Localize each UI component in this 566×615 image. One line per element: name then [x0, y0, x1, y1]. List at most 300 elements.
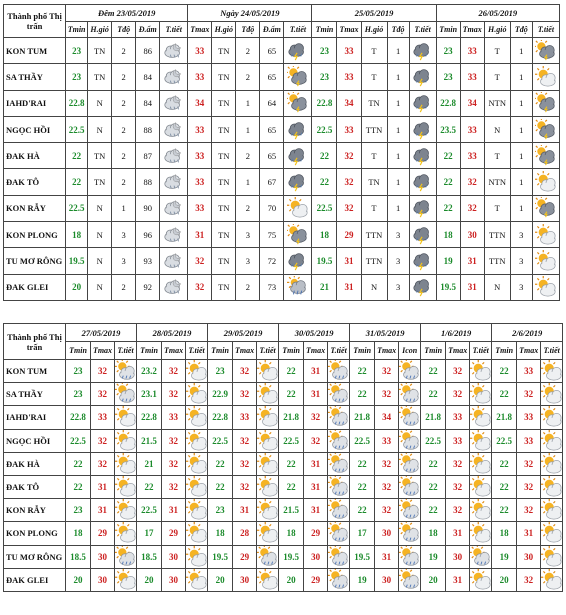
table-row — [4, 116, 560, 142]
table-cell: 31 — [460, 274, 484, 300]
table-cell: 33 — [460, 38, 484, 64]
table-cell: 32 — [233, 452, 257, 475]
weather-sun-cloud-icon — [470, 383, 492, 406]
table-cell: 86 — [136, 38, 160, 64]
column-header: Tmax — [517, 342, 541, 360]
table-cell: 22.5 — [421, 429, 446, 452]
table-cell: 29 — [162, 522, 186, 545]
weather-storm-icon — [284, 143, 312, 169]
date-header: 26/05/2019 — [436, 5, 559, 22]
table-cell: 22 — [421, 360, 446, 383]
table-cell: 19.5 — [279, 545, 304, 568]
table-cell: 22 — [350, 475, 375, 498]
table-cell: 1 — [510, 169, 532, 195]
weather-sun-cloud-icon — [115, 475, 137, 498]
table-cell: NTN — [484, 169, 510, 195]
date-header: 25/05/2019 — [312, 5, 436, 22]
weather-sun-cloud-icon — [115, 568, 137, 591]
weather-sun-cloud-icon — [115, 429, 137, 452]
table-cell: 18 — [492, 522, 517, 545]
table-cell: 3 — [387, 274, 409, 300]
column-header: Tmax — [460, 22, 484, 38]
table-cell: 21.8 — [492, 406, 517, 429]
table-cell: 22.5 — [350, 429, 375, 452]
table-cell: 2 — [112, 143, 136, 169]
table-cell: 22.9 — [208, 383, 233, 406]
table-cell: 32 — [460, 195, 484, 221]
table-cell: TN — [88, 38, 112, 64]
table-cell: 29 — [337, 222, 361, 248]
weather-sun-cloud-icon — [257, 429, 279, 452]
date-header: 27/05/2019 — [66, 324, 137, 342]
table-cell: 3 — [236, 222, 260, 248]
table-cell: 32 — [446, 383, 470, 406]
table-cell: 22.5 — [66, 429, 91, 452]
weather-sun-cloud-icon — [186, 545, 208, 568]
table-cell: 23 — [66, 360, 91, 383]
weather-storm-icon — [409, 274, 436, 300]
weather-night-cloud-icon — [160, 116, 188, 142]
weather-storm-sun-icon — [532, 38, 559, 64]
table-cell: 32 — [517, 568, 541, 591]
weather-cloud-rain-icon — [399, 360, 421, 383]
table-cell: 22 — [436, 195, 460, 221]
table-cell: 93 — [136, 248, 160, 274]
table-cell: 84 — [136, 64, 160, 90]
table-cell: TN — [212, 116, 236, 142]
table-cell: 1 — [510, 195, 532, 221]
weather-storm-icon — [284, 248, 312, 274]
city-name: NGỌC HỒI — [4, 116, 66, 142]
table-cell: 31 — [304, 499, 328, 522]
column-header: T.tiết — [257, 342, 279, 360]
weather-storm-icon — [409, 143, 436, 169]
table-cell: 32 — [375, 475, 399, 498]
table-cell: 32 — [188, 248, 212, 274]
table-cell: 1 — [510, 116, 532, 142]
column-header: Tmin — [66, 342, 91, 360]
table-cell: 19.5 — [312, 248, 337, 274]
table-cell: 18 — [312, 222, 337, 248]
table-cell: 18.5 — [66, 545, 91, 568]
table-cell: 88 — [136, 116, 160, 142]
table-cell: 22.5 — [208, 429, 233, 452]
column-header: T.tiết — [541, 342, 563, 360]
table-cell: 31 — [304, 452, 328, 475]
city-name: ĐAK TÔ — [4, 475, 66, 498]
table-cell: 23.5 — [436, 116, 460, 142]
column-header: Tmin — [279, 342, 304, 360]
table-cell: 22 — [421, 452, 446, 475]
weather-sun-cloud-icon — [257, 475, 279, 498]
weather-sun-cloud-icon — [186, 499, 208, 522]
weather-cloud-rain-icon — [328, 429, 350, 452]
table-cell: 3 — [510, 248, 532, 274]
weather-sun-cloud-icon — [284, 195, 312, 221]
column-header: Tmin — [208, 342, 233, 360]
weather-cloud-rain-icon — [328, 475, 350, 498]
table-cell: 22 — [492, 383, 517, 406]
table-cell: 22 — [436, 169, 460, 195]
table-cell: 2 — [112, 38, 136, 64]
table-cell: 32 — [337, 169, 361, 195]
table-cell: TN — [212, 222, 236, 248]
table-cell: 34 — [460, 90, 484, 116]
table-cell: 30 — [91, 568, 115, 591]
table-cell: 20 — [137, 568, 162, 591]
table-cell: 32 — [446, 499, 470, 522]
weather-night-cloud-icon — [160, 195, 188, 221]
column-header: T.tiết — [284, 22, 312, 38]
table-cell: 70 — [260, 195, 284, 221]
table-cell: TN — [212, 64, 236, 90]
city-name: ĐAK GLEI — [4, 568, 66, 591]
column-header: Tmax — [233, 342, 257, 360]
table-row — [4, 90, 560, 116]
table-cell: 30 — [162, 545, 186, 568]
table-cell: 22.5 — [137, 499, 162, 522]
table-cell: N — [88, 222, 112, 248]
table-cell: 23 — [66, 383, 91, 406]
table-cell: 32 — [446, 360, 470, 383]
table-cell: 22 — [66, 452, 91, 475]
table-cell: 22 — [350, 360, 375, 383]
table-cell: 22.5 — [279, 429, 304, 452]
weather-sun-cloud-icon — [470, 452, 492, 475]
table-cell: 32 — [188, 274, 212, 300]
weather-storm-sun-icon — [284, 90, 312, 116]
table-cell: 23 — [66, 38, 88, 64]
weather-sun-cloud-icon — [257, 406, 279, 429]
city-name: TU MƠ RÔNG — [4, 248, 66, 274]
table-cell: 29 — [233, 545, 257, 568]
column-header: Tđộ — [236, 22, 260, 38]
city-name: IAHD'RAI — [4, 90, 66, 116]
table-cell: 32 — [460, 169, 484, 195]
weather-cloud-rain-icon — [399, 406, 421, 429]
table-cell: N — [88, 274, 112, 300]
table-cell: 30 — [162, 568, 186, 591]
table-cell: 2 — [112, 116, 136, 142]
column-header: Tmin — [492, 342, 517, 360]
table-cell: 2 — [236, 64, 260, 90]
table-cell: 31 — [304, 383, 328, 406]
weather-rain-cloud-icon — [284, 274, 312, 300]
date-header: 29/05/2019 — [208, 324, 279, 342]
weather-sun-cloud-icon — [257, 568, 279, 591]
table-cell: 84 — [136, 90, 160, 116]
table-cell: 29 — [304, 522, 328, 545]
table-cell: 18 — [66, 222, 88, 248]
table-cell: 29 — [304, 568, 328, 591]
table-cell: 34 — [375, 406, 399, 429]
table-cell: 33 — [460, 116, 484, 142]
table-cell: 19 — [436, 248, 460, 274]
table-cell: 30 — [375, 568, 399, 591]
weather-storm-icon — [284, 169, 312, 195]
city-name: KON RẪY — [4, 499, 66, 522]
weather-sun-cloud-icon — [541, 499, 563, 522]
table-cell: 32 — [91, 383, 115, 406]
weather-cloud-rain-icon — [328, 522, 350, 545]
city-name: IAHD'RAI — [4, 406, 66, 429]
table-cell: 1 — [387, 64, 409, 90]
table-row — [4, 406, 563, 429]
table-cell: 1 — [236, 169, 260, 195]
table-cell: 18 — [208, 522, 233, 545]
column-header: Tmax — [337, 22, 361, 38]
weather-storm-icon — [284, 116, 312, 142]
table-cell: 31 — [304, 360, 328, 383]
table-row — [4, 38, 560, 64]
table-cell: 31 — [91, 475, 115, 498]
table-cell: TN — [88, 64, 112, 90]
table-cell: 22 — [279, 452, 304, 475]
table-cell: 22.8 — [66, 90, 88, 116]
table-cell: 33 — [188, 116, 212, 142]
table-cell: 21.8 — [421, 406, 446, 429]
table-cell: 33 — [337, 64, 361, 90]
table-cell: 1 — [236, 90, 260, 116]
table-cell: 22.5 — [312, 195, 337, 221]
table-cell: 64 — [260, 90, 284, 116]
table-row — [4, 274, 560, 300]
weather-storm-sun-icon — [532, 90, 559, 116]
table-cell: 19.5 — [350, 545, 375, 568]
weather-cloud-rain-icon — [115, 383, 137, 406]
table-cell: 19 — [421, 545, 446, 568]
table-cell: 33 — [337, 38, 361, 64]
table-cell: 22.8 — [312, 90, 337, 116]
weather-sun-cloud-icon — [115, 452, 137, 475]
table-cell: 31 — [233, 499, 257, 522]
weather-storm-icon — [409, 222, 436, 248]
date-header: 31/05/2019 — [350, 324, 421, 342]
weather-cloud-rain-icon — [328, 568, 350, 591]
weather-cloud-rain-icon — [399, 568, 421, 591]
table-cell: 32 — [162, 429, 186, 452]
weather-sun-cloud-icon — [257, 383, 279, 406]
city-column-header: Thành phố Thị trấn — [4, 324, 66, 360]
table-cell: TTN — [484, 222, 510, 248]
table-cell: N — [484, 274, 510, 300]
table-cell: 22.5 — [492, 429, 517, 452]
table-cell: 31 — [91, 499, 115, 522]
table-cell: T — [361, 143, 387, 169]
table-cell: 33 — [446, 429, 470, 452]
column-header: Tmin — [350, 342, 375, 360]
column-header: T.tiết — [160, 22, 188, 38]
column-header: Tmin — [66, 22, 88, 38]
weather-sun-cloud-icon — [186, 383, 208, 406]
table-cell: TTN — [484, 248, 510, 274]
table-cell: 33 — [91, 406, 115, 429]
weather-sun-cloud-icon — [470, 522, 492, 545]
city-name: KON TUM — [4, 38, 66, 64]
table-cell: 72 — [260, 248, 284, 274]
column-header: Tđộ — [510, 22, 532, 38]
table-cell: 32 — [337, 195, 361, 221]
city-name: KON TUM — [4, 360, 66, 383]
table-cell: 20 — [421, 568, 446, 591]
table-cell: 20 — [208, 568, 233, 591]
table-cell: 32 — [233, 475, 257, 498]
weather-cloud-rain-icon — [399, 545, 421, 568]
table-cell: 21.8 — [279, 406, 304, 429]
table-cell: 30 — [375, 522, 399, 545]
table-cell: 23 — [312, 38, 337, 64]
weather-sun-cloud-icon — [541, 406, 563, 429]
city-name: ĐAK GLEI — [4, 274, 66, 300]
table-cell: 3 — [510, 222, 532, 248]
table-cell: T — [361, 64, 387, 90]
weather-cloud-rain-icon — [470, 545, 492, 568]
table-cell: 34 — [188, 90, 212, 116]
table-cell: 20 — [66, 568, 91, 591]
column-header: T.tiết — [186, 342, 208, 360]
table-cell: 33 — [460, 64, 484, 90]
date-header: Đêm 23/05/2019 — [66, 5, 188, 22]
table-cell: 32 — [517, 475, 541, 498]
weather-night-cloud-icon — [160, 38, 188, 64]
table-cell: 33 — [233, 406, 257, 429]
column-header: Tđộ — [112, 22, 136, 38]
table-cell: TN — [88, 143, 112, 169]
table-cell: 31 — [446, 522, 470, 545]
table-cell: 31 — [460, 248, 484, 274]
weather-cloud-rain-icon — [399, 383, 421, 406]
table-cell: 33 — [460, 143, 484, 169]
table-cell: 32 — [304, 429, 328, 452]
weather-sun-cloud-icon — [470, 406, 492, 429]
city-name: KON PLONG — [4, 222, 66, 248]
table-cell: 32 — [304, 406, 328, 429]
table-cell: 2 — [236, 38, 260, 64]
weather-storm-icon — [409, 195, 436, 221]
table-cell: 22 — [66, 143, 88, 169]
table-cell: 32 — [375, 452, 399, 475]
table-cell: 2 — [112, 64, 136, 90]
table-cell: 21 — [137, 452, 162, 475]
table-cell: 22 — [312, 169, 337, 195]
date-header: 1/6/2019 — [421, 324, 492, 342]
weather-cloud-rain-icon — [399, 522, 421, 545]
table-cell: T — [484, 38, 510, 64]
table-cell: 22 — [279, 360, 304, 383]
table-cell: 32 — [517, 452, 541, 475]
table-cell: TN — [361, 169, 387, 195]
weather-sun-cloud-icon — [470, 475, 492, 498]
table-cell: 21.5 — [279, 499, 304, 522]
table-cell: 23 — [312, 64, 337, 90]
weather-sun-cloud-icon — [541, 383, 563, 406]
table-cell: 1 — [510, 38, 532, 64]
weather-sun-cloud-icon — [541, 568, 563, 591]
column-header: Đ.ẩm — [136, 22, 160, 38]
city-name: ĐAK HÀ — [4, 143, 66, 169]
weather-storm-sun-icon — [284, 222, 312, 248]
date-header: Ngày 24/05/2019 — [188, 5, 312, 22]
table-cell: 65 — [260, 38, 284, 64]
table-cell: 22 — [208, 475, 233, 498]
table-cell: 19.5 — [436, 274, 460, 300]
table-cell: 31 — [517, 522, 541, 545]
column-header: H.gió — [361, 22, 387, 38]
table-row — [4, 452, 563, 475]
city-column-header: Thành phố Thị trấn — [4, 5, 66, 38]
table-cell: 22 — [492, 499, 517, 522]
table-cell: 22.8 — [137, 406, 162, 429]
table-cell: N — [88, 90, 112, 116]
column-header: Tmax — [91, 342, 115, 360]
table-cell: 23 — [66, 499, 91, 522]
table-cell: 33 — [375, 429, 399, 452]
table-cell: 33 — [517, 429, 541, 452]
table-cell: 22 — [208, 452, 233, 475]
city-name: KON PLONG — [4, 522, 66, 545]
weather-cloud-rain-icon — [328, 383, 350, 406]
column-header: Tmax — [304, 342, 328, 360]
weather-sun-cloud-icon — [186, 406, 208, 429]
table-cell: TTN — [361, 222, 387, 248]
weather-cloud-rain-icon — [328, 360, 350, 383]
table-cell: 33 — [517, 360, 541, 383]
weather-night-cloud-icon — [160, 90, 188, 116]
table-cell: 2 — [236, 195, 260, 221]
table-cell: 3 — [387, 248, 409, 274]
column-header: Tmin — [436, 22, 460, 38]
table-cell: 20 — [492, 568, 517, 591]
table-cell: 29 — [91, 522, 115, 545]
weather-sun-cloud-icon — [470, 568, 492, 591]
table-cell: 18 — [421, 522, 446, 545]
table-cell: 22.5 — [66, 195, 88, 221]
table-row — [4, 522, 563, 545]
weather-night-cloud-icon — [160, 143, 188, 169]
table-cell: N — [88, 195, 112, 221]
table-cell: 22.8 — [208, 406, 233, 429]
table-cell: 2 — [112, 90, 136, 116]
weather-sun-cloud-icon — [532, 222, 559, 248]
table-cell: 33 — [188, 169, 212, 195]
table-row — [4, 499, 563, 522]
date-header: 30/05/2019 — [279, 324, 350, 342]
table-cell: N — [88, 248, 112, 274]
weather-sun-cloud-icon — [532, 274, 559, 300]
table-cell: 22 — [421, 499, 446, 522]
table-cell: 1 — [510, 64, 532, 90]
table-cell: TN — [212, 38, 236, 64]
column-header: T.tiết — [328, 342, 350, 360]
weather-sun-cloud-icon — [257, 360, 279, 383]
weather-sun-cloud-icon — [186, 475, 208, 498]
weather-storm-icon — [284, 38, 312, 64]
table-cell: 31 — [337, 274, 361, 300]
table-cell: 33 — [446, 406, 470, 429]
city-name: SA THẦY — [4, 64, 66, 90]
table-cell: 28 — [233, 522, 257, 545]
weather-sun-cloud-icon — [532, 169, 559, 195]
weather-sun-cloud-icon — [541, 522, 563, 545]
table-cell: 1 — [387, 195, 409, 221]
weather-cloud-rain-icon — [399, 499, 421, 522]
weather-sun-cloud-icon — [470, 499, 492, 522]
table-cell: 22 — [492, 360, 517, 383]
table-cell: 32 — [162, 475, 186, 498]
weather-cloud-rain-icon — [115, 360, 137, 383]
table-cell: 22 — [350, 383, 375, 406]
table-cell: 32 — [337, 143, 361, 169]
